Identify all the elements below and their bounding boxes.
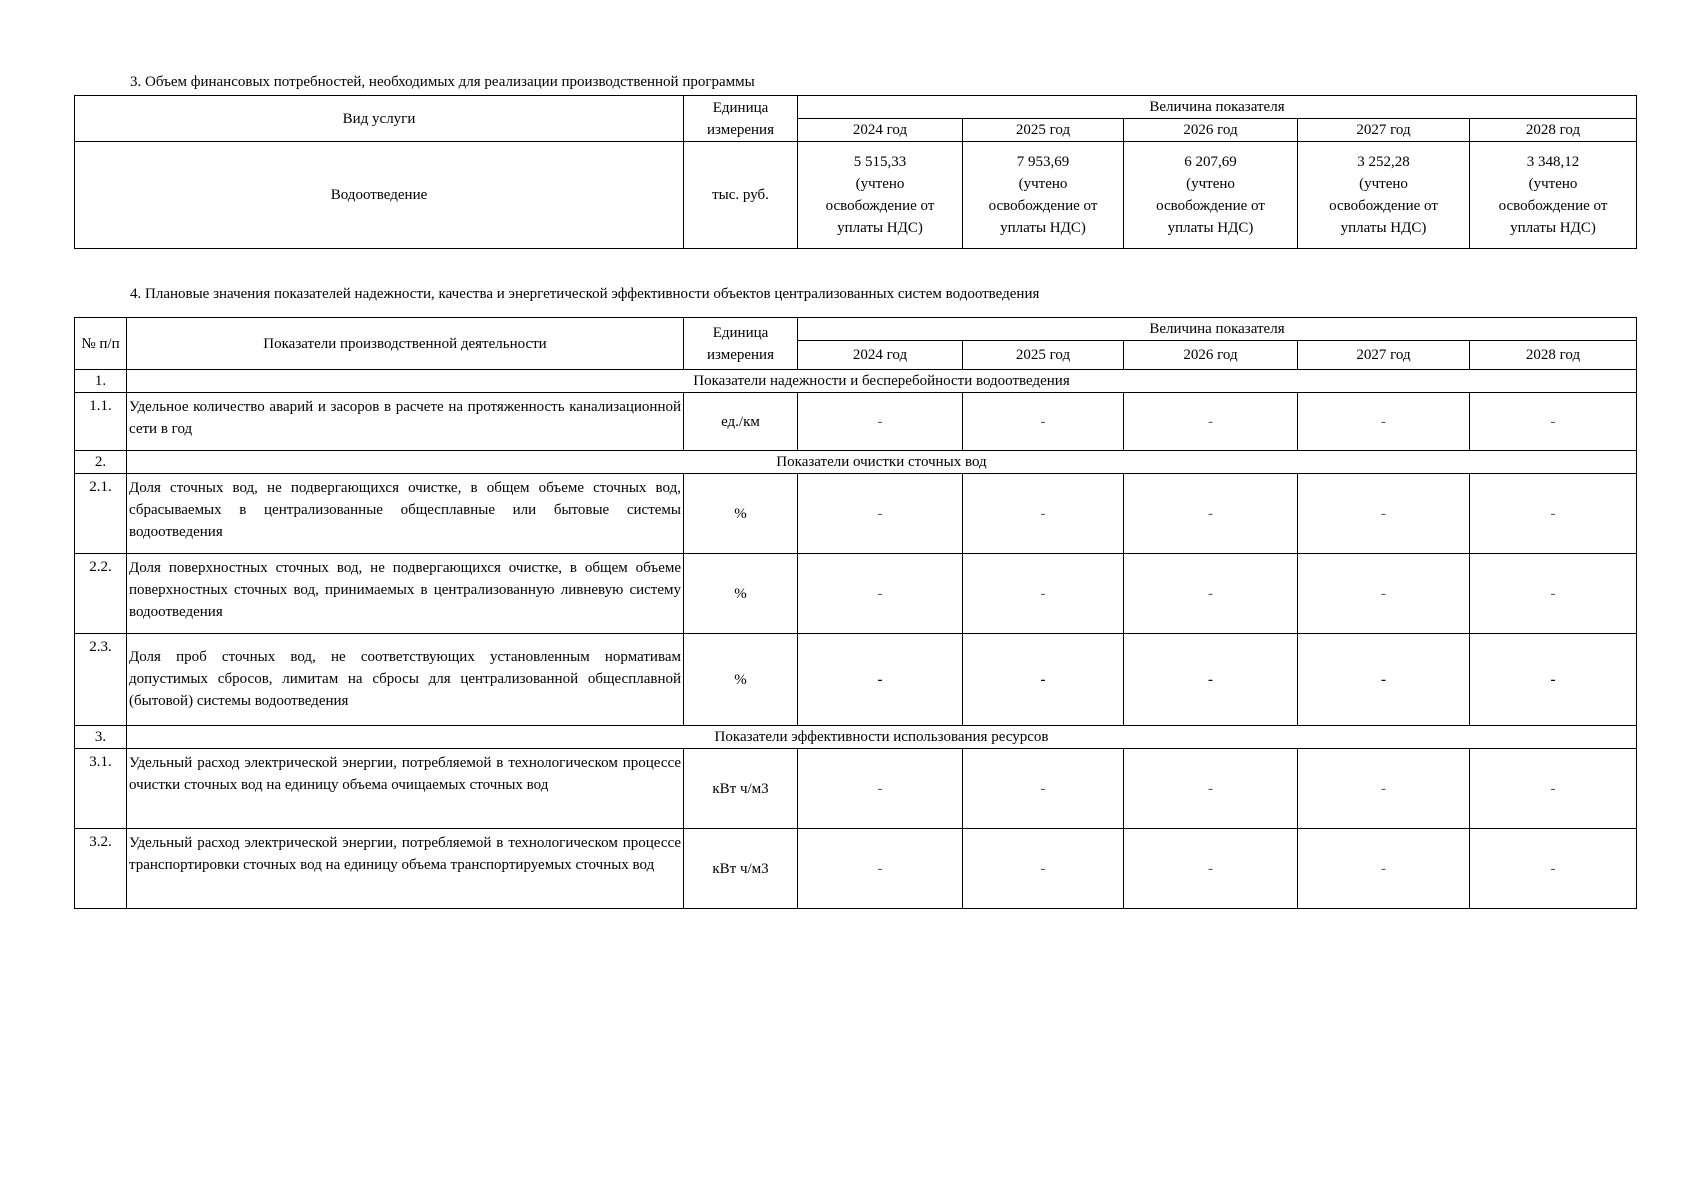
value-cell: - — [963, 554, 1124, 634]
indicator-text: Удельный расход электрической энергии, потребляемой в технологическом процессе очистки сточных вод на единицу объема очищаемых сточных вод — [127, 749, 684, 829]
col-header-service: Вид услуги — [75, 96, 684, 142]
value-cell — [1298, 142, 1470, 249]
col-header-value: Величина показателя — [798, 318, 1637, 341]
value-amount: 5 515,33 — [853, 154, 907, 170]
value-amount: 6 207,69 — [1184, 154, 1237, 170]
indicator-text: Доля сточных вод, не подвергающихся очистке, в общем объеме сточных вод, сбрасываемых в централизованные общесплавные или бытовые системы водоотведения — [127, 474, 684, 554]
value-note: уплаты НДС) — [837, 220, 923, 236]
row-number: 3.2. — [75, 829, 127, 909]
unit: тыс. руб. — [684, 142, 798, 249]
indicator-text: Доля поверхностных сточных вод, не подвергающихся очистке, в общем объеме поверхностных сточных вод, принимаемых в централизованную ливневую систему водоотведения — [127, 554, 684, 634]
financial-needs-table — [74, 95, 1637, 249]
value-cell: - — [1470, 474, 1637, 554]
table-row — [75, 142, 1637, 249]
value-note: уплаты НДС) — [1000, 220, 1086, 236]
col-header-value: Величина показателя — [798, 96, 1637, 119]
value-cell — [798, 142, 963, 249]
table-row — [75, 474, 1637, 554]
value-note: (учтено — [1359, 176, 1408, 192]
value-amount: 3 252,28 — [1357, 154, 1410, 170]
value-note: освобождение от — [988, 198, 1098, 214]
group-row — [75, 451, 1637, 474]
year-header: 2026 год — [1124, 119, 1298, 142]
value-note: (учтено — [1528, 176, 1578, 192]
value-cell: - — [963, 393, 1124, 451]
value-cell: - — [963, 634, 1124, 726]
value-cell: - — [1470, 749, 1637, 829]
indicators-table — [74, 317, 1637, 909]
value-cell: - — [1124, 829, 1298, 909]
value-cell: - — [1470, 829, 1637, 909]
value-note: (учтено — [855, 176, 905, 192]
value-cell: - — [1470, 393, 1637, 451]
year-header: 2025 год — [963, 119, 1124, 142]
unit: кВт ч/м3 — [684, 829, 798, 909]
value-note: освобождение от — [825, 198, 935, 214]
value-cell: - — [1470, 554, 1637, 634]
unit: кВт ч/м3 — [684, 749, 798, 829]
value-cell: - — [1298, 829, 1470, 909]
indicator-text: Удельное количество аварий и засоров в расчете на протяженность канализационной сети в год — [127, 393, 684, 451]
group-number: 1. — [75, 370, 127, 393]
row-number: 3.1. — [75, 749, 127, 829]
col-header-indicator: Показатели производственной деятельности — [127, 318, 684, 370]
value-cell: - — [798, 634, 963, 726]
table-row — [75, 393, 1637, 451]
year-header: 2027 год — [1298, 119, 1470, 142]
value-cell: - — [1124, 634, 1298, 726]
unit: % — [684, 474, 798, 554]
unit: ед./км — [684, 393, 798, 451]
value-cell: - — [1124, 393, 1298, 451]
value-amount: 3 348,12 — [1526, 154, 1580, 170]
value-cell: - — [1124, 749, 1298, 829]
group-number: 2. — [75, 451, 127, 474]
row-number: 1.1. — [75, 393, 127, 451]
year-header: 2028 год — [1470, 119, 1637, 142]
table-row — [75, 554, 1637, 634]
value-cell: - — [798, 474, 963, 554]
year-header: 2027 год — [1298, 341, 1470, 370]
table-header-row — [75, 96, 1637, 119]
group-title: Показатели эффективности использования ресурсов — [127, 726, 1637, 749]
value-cell: - — [798, 393, 963, 451]
year-header: 2026 год — [1124, 341, 1298, 370]
table-row — [75, 634, 1637, 726]
value-cell — [1124, 142, 1298, 249]
value-note: (учтено — [1186, 176, 1235, 192]
unit: % — [684, 634, 798, 726]
year-header: 2024 год — [798, 119, 963, 142]
indicator-text: Доля проб сточных вод, не соответствующих установленным нормативам допустимых сбросов, лимитам на сбросы для централизованной общесплавной (бытовой) системы водоотведения — [127, 634, 684, 726]
year-header: 2025 год — [963, 341, 1124, 370]
table-header-row — [75, 318, 1637, 341]
value-cell: - — [1470, 634, 1637, 726]
group-row — [75, 726, 1637, 749]
group-row — [75, 370, 1637, 393]
value-cell: - — [1298, 749, 1470, 829]
value-note: освобождение от — [1498, 198, 1608, 214]
col-header-unit: Единица измерения — [684, 96, 798, 142]
value-cell: - — [1298, 634, 1470, 726]
table-row — [75, 749, 1637, 829]
indicator-text: Удельный расход электрической энергии, потребляемой в технологическом процессе транспортировки сточных вод на единицу объема транспортируемых сточных вод — [127, 829, 684, 909]
section4-heading: 4. Плановые значения показателей надежности, качества и энергетической эффективности объектов централизованных систем водоотведения — [130, 286, 1040, 302]
value-cell — [1470, 142, 1637, 249]
value-cell — [963, 142, 1124, 249]
value-cell: - — [1124, 554, 1298, 634]
value-cell: - — [798, 749, 963, 829]
value-amount: 7 953,69 — [1016, 154, 1070, 170]
value-note: (учтено — [1018, 176, 1068, 192]
value-note: уплаты НДС) — [1167, 220, 1254, 236]
value-cell: - — [963, 474, 1124, 554]
group-title: Показатели надежности и бесперебойности водоотведения — [127, 370, 1637, 393]
value-cell: - — [1124, 474, 1298, 554]
value-note: уплаты НДС) — [1340, 220, 1427, 236]
value-cell: - — [963, 749, 1124, 829]
table-row — [75, 829, 1637, 909]
value-note: освобождение от — [1329, 198, 1438, 214]
value-note: уплаты НДС) — [1510, 220, 1596, 236]
unit: % — [684, 554, 798, 634]
value-cell: - — [1298, 474, 1470, 554]
row-number: 2.3. — [75, 634, 127, 726]
section3-heading: 3. Объем финансовых потребностей, необходимых для реализации производственной программы — [130, 74, 755, 90]
value-cell: - — [963, 829, 1124, 909]
value-cell: - — [798, 554, 963, 634]
col-header-unit: Единица измерения — [684, 318, 798, 370]
row-number: 2.2. — [75, 554, 127, 634]
row-number: 2.1. — [75, 474, 127, 554]
col-header-no: № п/п — [75, 318, 127, 370]
year-header: 2028 год — [1470, 341, 1637, 370]
group-number: 3. — [75, 726, 127, 749]
value-note: освобождение от — [1156, 198, 1265, 214]
group-title: Показатели очистки сточных вод — [127, 451, 1637, 474]
year-header: 2024 год — [798, 341, 963, 370]
value-cell: - — [798, 829, 963, 909]
service-name: Водоотведение — [75, 142, 684, 249]
value-cell: - — [1298, 554, 1470, 634]
value-cell: - — [1298, 393, 1470, 451]
